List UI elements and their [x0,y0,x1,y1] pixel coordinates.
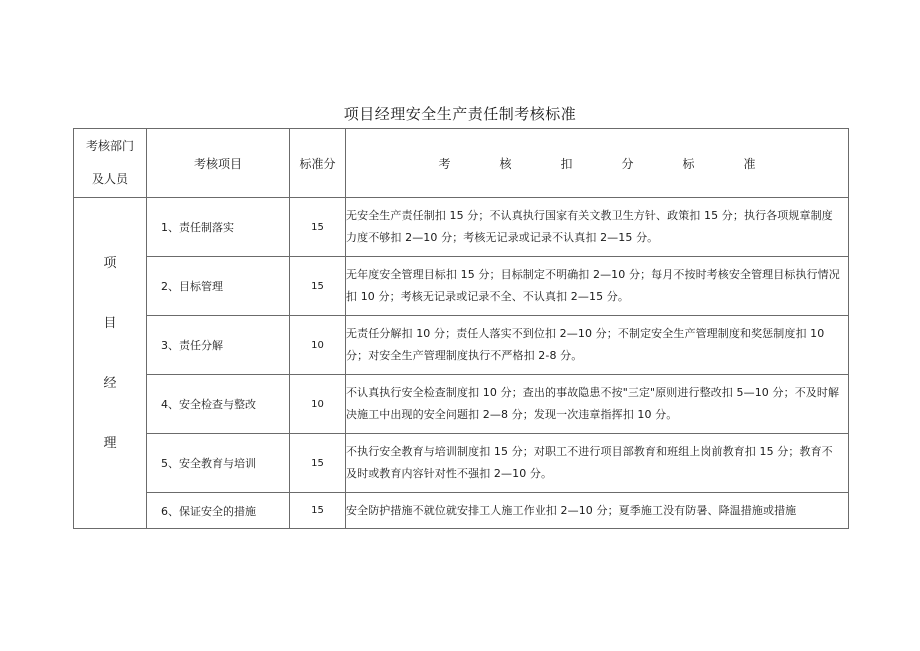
item-cell: 5、安全教育与培训 [147,434,290,493]
score-cell: 15 [290,434,346,493]
header-criteria [346,129,849,198]
header-row [74,129,849,198]
header-criteria-char: 标 [682,156,695,171]
criteria-cell: 安全防护措施不就位就安排工人施工作业扣 2—10 分；夏季施工没有防暑、降温措施或措施 [346,493,849,529]
document-title: 项目经理安全生产责任制考核标准 [343,105,577,123]
score-cell: 15 [290,198,346,257]
criteria-cell: 不认真执行安全检查制度扣 10 分；查出的事故隐患不按"三定"原则进行整改扣 5—10 分；不及时解决施工中出现的安全问题扣 2—8 分；发现一次违章指挥扣 10 分。 [346,375,849,434]
department-char: 目 [103,316,117,331]
score-cell: 10 [290,375,346,434]
header-criteria-char: 核 [499,156,512,171]
item-cell: 2、目标管理 [147,257,290,316]
assessment-table [73,128,849,529]
header-criteria-char: 准 [743,156,756,171]
score-cell: 15 [290,257,346,316]
header-criteria-char: 考 [438,156,451,171]
score-cell: 15 [290,493,346,529]
department-char: 项 [103,256,117,271]
table-row [74,434,849,493]
department-char: 经 [103,376,117,391]
header-department-line1: 考核部门 [85,139,134,153]
criteria-cell: 无安全生产责任制扣 15 分；不认真执行国家有关文教卫生方针、政策扣 15 分；执行各项规章制度力度不够扣 2—10 分；考核无记录或记录不认真扣 2—15 分。 [346,198,849,257]
item-cell: 1、责任制落实 [147,198,290,257]
department-cell [74,198,147,529]
header-criteria-char: 扣 [560,156,573,171]
criteria-cell: 无责任分解扣 10 分；责任人落实不到位扣 2—10 分；不制定安全生产管理制度和奖惩制度扣 10 分；对安全生产管理制度执行不严格扣 2-8 分。 [346,316,849,375]
header-item: 考核项目 [147,129,290,198]
criteria-cell: 无年度安全管理目标扣 15 分；目标制定不明确扣 2—10 分；每月不按时考核安全管理目标执行情况扣 10 分；考核无记录或记录不全、不认真扣 2—15 分。 [346,257,849,316]
table-row [74,316,849,375]
item-cell: 3、责任分解 [147,316,290,375]
criteria-cell: 不执行安全教育与培训制度扣 15 分；对职工不进行项目部教育和班组上岗前教育扣 15 分；教育不及时或教育内容针对性不强扣 2—10 分。 [346,434,849,493]
header-criteria-char: 分 [621,156,634,171]
table-row [74,198,849,257]
score-cell: 10 [290,316,346,375]
header-department [74,129,147,198]
item-cell: 6、保证安全的措施 [147,493,290,529]
table-row [74,375,849,434]
header-score: 标准分 [290,129,346,198]
table-row [74,493,849,529]
item-cell: 4、安全检查与整改 [147,375,290,434]
department-char: 理 [103,436,117,451]
table-row [74,257,849,316]
header-department-line2: 及人员 [91,172,128,186]
